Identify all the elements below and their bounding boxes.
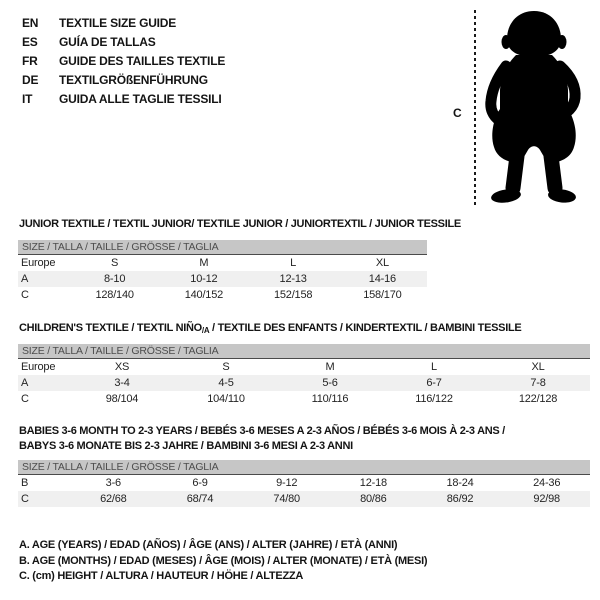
- childrens-size-table: [18, 344, 590, 407]
- table-cell: 3-6: [105, 477, 121, 489]
- childrens-table-heading: [19, 322, 521, 334]
- table-cell: 6-7: [426, 377, 442, 389]
- guide-title: GUIDA ALLE TAGLIE TESSILI: [59, 91, 222, 106]
- heading-text: / TEXTILE DES ENFANTS / KINDERTEXTIL / BAMBINI TESSILE: [209, 322, 522, 334]
- table-cell: 122/128: [518, 393, 558, 405]
- row-label: Europe: [21, 361, 56, 373]
- table-cell: 8-10: [104, 273, 126, 285]
- guide-title: TEXTILE SIZE GUIDE: [59, 15, 177, 30]
- table-row: [18, 255, 427, 271]
- table-row: [18, 375, 590, 391]
- table-cell: 24-36: [533, 477, 561, 489]
- table-row: [18, 491, 590, 507]
- row-label: C: [21, 393, 29, 405]
- table-cell: M: [199, 257, 209, 269]
- row-label: C: [21, 289, 29, 301]
- language-code: ES: [22, 34, 38, 49]
- table-cell: XL: [375, 257, 389, 269]
- table-row: [18, 391, 590, 407]
- table-row: [18, 271, 427, 287]
- table-row: [18, 287, 427, 303]
- heading-line: BABIES 3-6 MONTH TO 2-3 YEARS / BEBÉS 3-6 MESES A 2-3 AÑOS / BÉBÉS 3-6 MOIS À 2-3 ANS /: [19, 425, 505, 437]
- table-row: [18, 359, 590, 375]
- table-cell: 10-12: [190, 273, 218, 285]
- table-cell: 128/140: [95, 289, 134, 301]
- junior-size-table: [18, 240, 427, 303]
- height-measure-dashed-line: [474, 10, 476, 206]
- table-cell: 5-6: [322, 377, 338, 389]
- table-cell: 74/80: [273, 493, 300, 505]
- list-item: [22, 51, 225, 70]
- table-cell: 140/152: [184, 289, 224, 301]
- language-title-list: [22, 13, 225, 108]
- table-cell: 98/104: [105, 393, 139, 405]
- row-label: A: [21, 377, 29, 389]
- heading-subscript: /A: [201, 326, 210, 335]
- language-code: EN: [22, 15, 39, 30]
- list-item: [22, 70, 225, 89]
- table-cell: 12-18: [359, 477, 387, 489]
- footnote-a: A. AGE (YEARS) / EDAD (AÑOS) / ÂGE (ANS) / ALTER (JAHRE) / ETÀ (ANNI): [19, 539, 398, 551]
- size-header-bar: SIZE / TALLA / TAILLE / GRÖSSE / TAGLIA: [18, 240, 427, 255]
- footnote-c: C. (cm) HEIGHT / ALTURA / HAUTEUR / HÖHE / ALTEZZA: [19, 570, 304, 582]
- table-cell: 62/68: [100, 493, 127, 505]
- footnote-legend: [19, 538, 427, 585]
- row-label: B: [21, 477, 29, 489]
- row-label: Europe: [21, 257, 56, 269]
- junior-table-heading: JUNIOR TEXTILE / TEXTIL JUNIOR/ TEXTILE JUNIOR / JUNIORTEXTIL / JUNIOR TESSILE: [19, 218, 461, 230]
- table-cell: S: [222, 361, 230, 373]
- language-code: FR: [22, 53, 38, 68]
- table-cell: L: [290, 257, 297, 269]
- footnote-b: B. AGE (MONTHS) / EDAD (MESES) / ÂGE (MOIS) / ALTER (MONATE) / ETÀ (MESI): [19, 554, 428, 567]
- heading-line: BABYS 3-6 MONATE BIS 2-3 JAHRE / BAMBINI 3-6 MESI A 2-3 ANNI: [19, 440, 353, 452]
- table-cell: 104/110: [207, 393, 245, 405]
- size-header-bar: SIZE / TALLA / TAILLE / GRÖSSE / TAGLIA: [18, 344, 590, 359]
- row-label: C: [21, 493, 29, 505]
- table-cell: 4-5: [218, 377, 234, 389]
- guide-title: GUIDE DES TAILLES TEXTILE: [59, 53, 226, 68]
- table-cell: 80/86: [360, 493, 387, 505]
- table-cell: XL: [531, 361, 545, 373]
- baby-silhouette-icon: [484, 8, 584, 208]
- heading-text: CHILDREN'S TEXTILE / TEXTIL NIÑO: [19, 322, 202, 334]
- list-item: [22, 32, 225, 51]
- table-cell: L: [431, 361, 437, 373]
- table-cell: 14-16: [368, 273, 396, 285]
- table-cell: M: [325, 361, 335, 373]
- table-cell: 7-8: [530, 377, 546, 389]
- language-code: DE: [22, 72, 39, 87]
- table-cell: XS: [114, 361, 130, 373]
- table-cell: 152/158: [273, 289, 313, 301]
- row-label: A: [21, 273, 29, 285]
- table-cell: S: [111, 257, 119, 269]
- table-cell: 92/98: [533, 493, 560, 505]
- table-cell: 110/116: [311, 393, 349, 405]
- table-cell: 3-4: [114, 377, 130, 389]
- babies-table-heading: [19, 424, 505, 454]
- guide-title: TEXTILGRÖßENFÜHRUNG: [59, 72, 208, 87]
- table-cell: 86/92: [446, 493, 474, 505]
- table-cell: 68/74: [186, 493, 214, 505]
- table-cell: 9-12: [276, 477, 298, 489]
- guide-title: GUÍA DE TALLAS: [59, 34, 156, 49]
- table-row: [18, 475, 590, 491]
- height-measure-label: C: [453, 106, 462, 120]
- size-header-bar: SIZE / TALLA / TAILLE / GRÖSSE / TAGLIA: [18, 460, 590, 475]
- table-cell: 18-24: [446, 477, 474, 489]
- language-code: IT: [22, 91, 33, 106]
- table-cell: 6-9: [192, 477, 208, 489]
- babies-size-table: [18, 460, 590, 507]
- list-item: [22, 89, 225, 108]
- table-cell: 116/122: [415, 393, 453, 405]
- list-item: [22, 13, 225, 32]
- table-cell: 12-13: [279, 273, 307, 285]
- table-cell: 158/170: [363, 289, 402, 301]
